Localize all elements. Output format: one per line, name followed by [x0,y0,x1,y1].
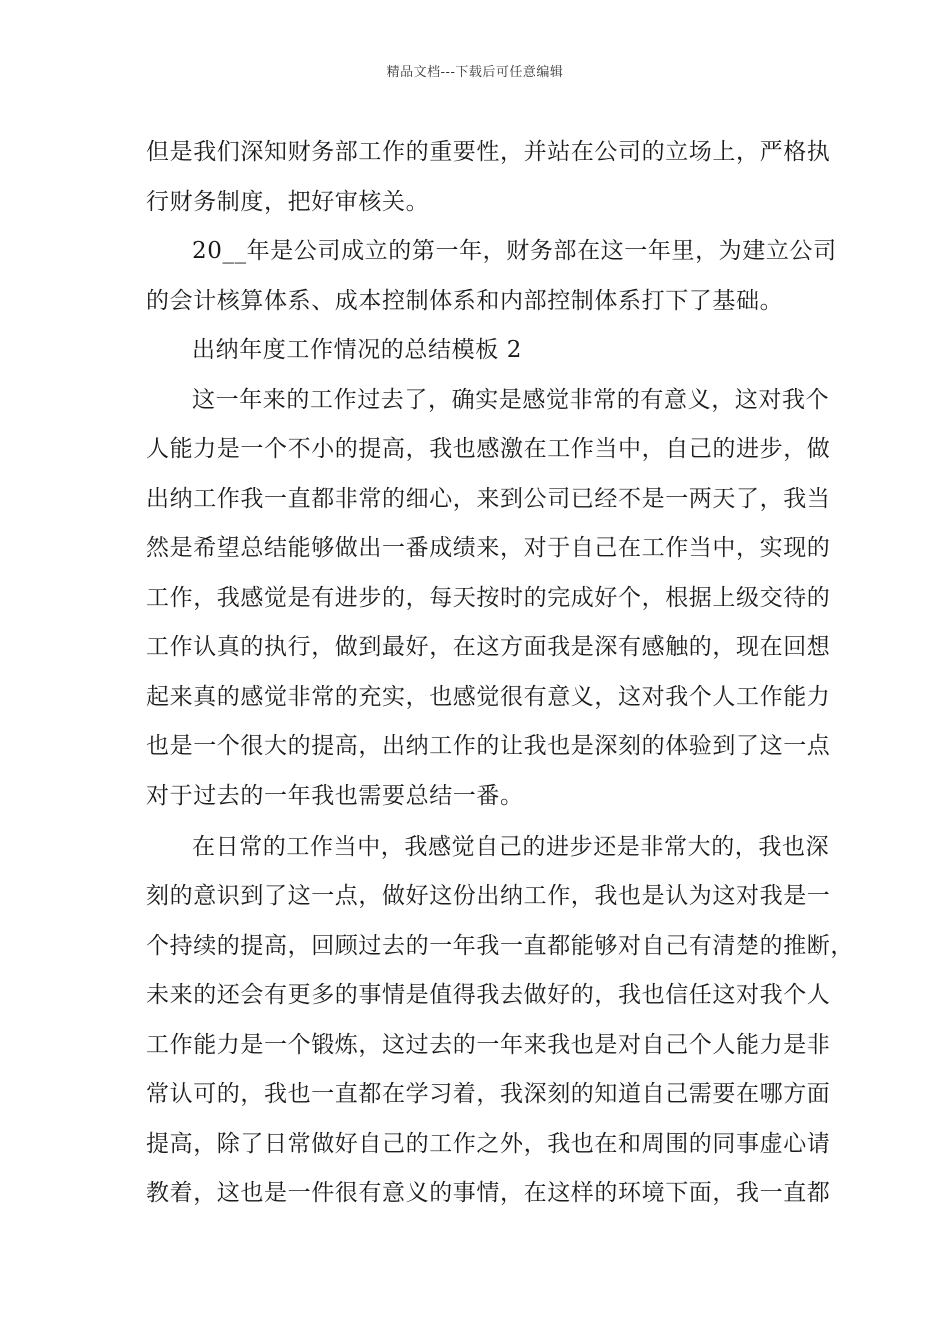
text-line: 然是希望总结能够做出一番成绩来，对于自己在工作当中，实现的 [146,535,831,561]
text-line: 个持续的提高，回顾过去的一年我一直都能够对自己有清楚的推断， [146,933,854,959]
text-line: 人能力是一个不小的提高，我也感激在工作当中，自己的进步，做 [146,436,831,462]
text-line: 教着，这也是一件很有意义的事情，在这样的环境下面，我一直都 [146,1180,831,1206]
section-heading: 出纳年度工作情况的总结模板 2 [192,337,522,363]
page-header: 精品文档---下载后可任意编辑 [386,65,564,80]
text-line: 工作能力是一个锻炼，这过去的一年来我也是对自己个人能力是非 [146,1032,831,1058]
text-line: 未来的还会有更多的事情是值得我去做好的，我也信任这对我个人 [146,982,831,1008]
text-line: 20__年是公司成立的第一年，财务部在这一年里，为建立公司 [192,238,837,264]
text-line: 这一年来的工作过去了，确实是感觉非常的有意义，这对我个 [192,387,830,413]
text-line: 但是我们深知财务部工作的重要性，并站在公司的立场上，严格执 [146,139,831,165]
text-line: 出纳工作我一直都非常的细心，来到公司已经不是一两天了，我当 [146,486,831,512]
text-line: 在日常的工作当中，我感觉自己的进步还是非常大的，我也深 [192,834,830,860]
text-line: 对于过去的一年我也需要总结一番。 [146,783,524,809]
text-line: 行财务制度，把好审核关。 [146,189,430,215]
text-line: 工作，我感觉是有进步的，每天按时的完成好个，根据上级交待的 [146,585,831,611]
text-line: 起来真的感觉非常的充实，也感觉很有意义，这对我个人工作能力 [146,684,831,710]
text-line: 提高，除了日常做好自己的工作之外，我也在和周围的同事虚心请 [146,1131,831,1157]
text-line: 工作认真的执行，做到最好，在这方面我是深有感触的，现在回想 [146,634,831,660]
text-line: 也是一个很大的提高，出纳工作的让我也是深刻的体验到了这一点 [146,733,831,759]
text-line: 常认可的，我也一直都在学习着，我深刻的知道自己需要在哪方面 [146,1081,831,1107]
text-line: 的会计核算体系、成本控制体系和内部控制体系打下了基础。 [146,288,784,314]
text-line: 刻的意识到了这一点，做好这份出纳工作，我也是认为这对我是一 [146,883,831,909]
